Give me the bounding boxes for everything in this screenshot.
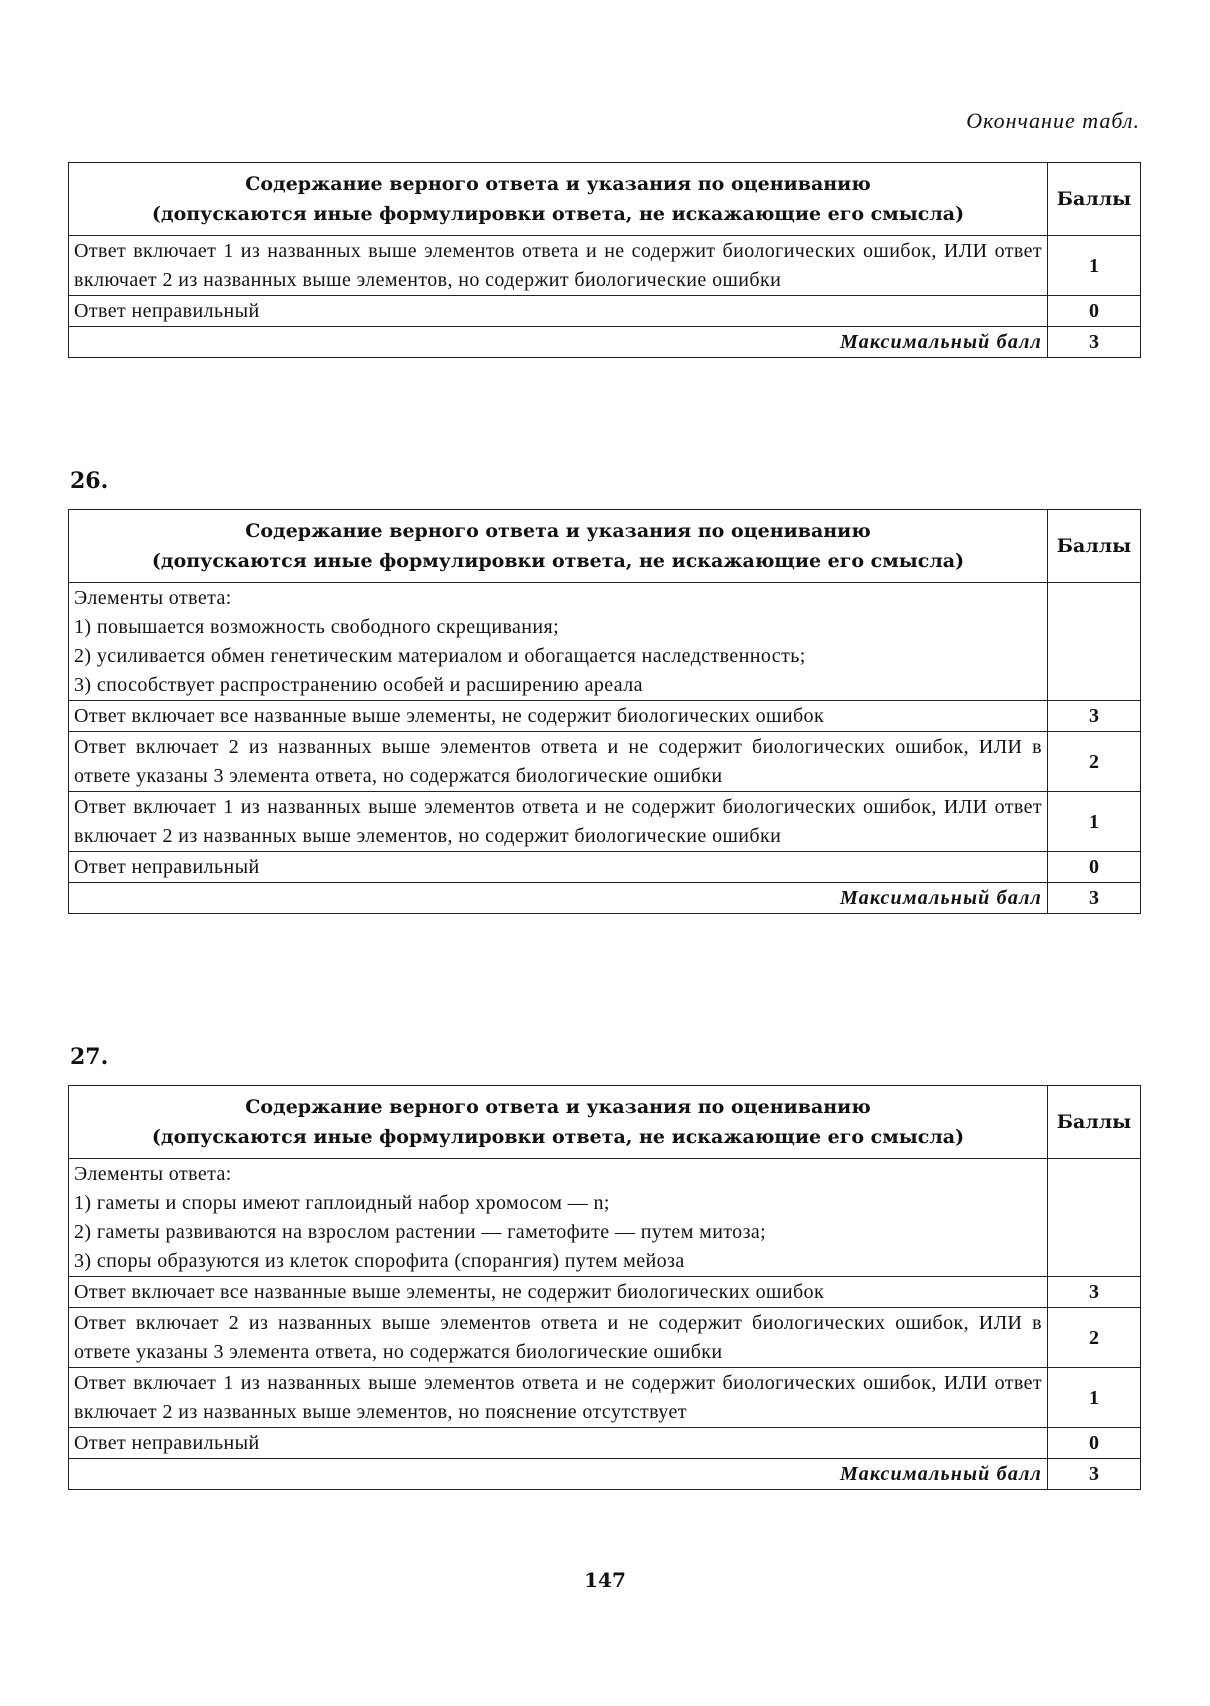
elements-title: Элементы ответа: [74, 1163, 232, 1185]
answer-elements [69, 1159, 1048, 1277]
criterion-points: 1 [1048, 236, 1141, 296]
points-header: Баллы [1048, 1086, 1141, 1159]
criterion-text: Ответ включает 1 из названных выше элементов ответа и не содержит биологических ошибок, ИЛИ ответ включает 2 из названных выше элементов, но пояснение отсутствует [69, 1368, 1048, 1428]
content-header: Содержание верного ответа и указания по оцениванию (допускаются иные формулировки ответа, не искажающие его смысла) [69, 510, 1048, 583]
criterion-text: Ответ включает 1 из названных выше элементов ответа и не содержит биологических ошибок, ИЛИ ответ включает 2 из названных выше элементов, но содержит биологические ошибки [69, 792, 1048, 852]
criterion-text: Ответ включает все названные выше элементы, не содержит биологических ошибок [69, 1277, 1048, 1308]
table-row [69, 792, 1141, 852]
max-score-row [69, 327, 1141, 358]
table-row [69, 1277, 1141, 1308]
criterion-points: 0 [1048, 852, 1141, 883]
table-row [69, 732, 1141, 792]
content-header: Содержание верного ответа и указания по оцениванию (допускаются иные формулировки ответа, не искажающие его смысла) [69, 1086, 1048, 1159]
max-score-value: 3 [1048, 1459, 1141, 1490]
criterion-points: 1 [1048, 792, 1141, 852]
max-score-row [69, 1459, 1141, 1490]
answer-elements-row [69, 1159, 1141, 1277]
max-score-value: 3 [1048, 327, 1141, 358]
answer-elements-row [69, 583, 1141, 701]
criterion-points: 3 [1048, 1277, 1141, 1308]
table-row [69, 701, 1141, 732]
table-row [69, 1428, 1141, 1459]
criterion-text: Ответ включает 2 из названных выше элементов ответа и не содержит биологических ошибок, ИЛИ в ответе указаны 3 элемента ответа, но содержатся биологические ошибки [69, 1308, 1048, 1368]
answer-element: 3) способствует распространению особей и расширению ареала [74, 674, 643, 696]
empty-points-cell [1048, 583, 1141, 701]
score-table-26 [68, 509, 1141, 914]
score-table-27 [68, 1085, 1141, 1490]
criterion-points: 2 [1048, 732, 1141, 792]
answer-element: 2) усиливается обмен генетическим материалом и обогащается наследственность; [74, 645, 806, 667]
table-row [69, 852, 1141, 883]
criterion-points: 0 [1048, 296, 1141, 327]
answer-element: 2) гаметы развиваются на взрослом растении — гаметофите — путем митоза; [74, 1221, 767, 1243]
table-row [69, 236, 1141, 296]
max-score-label: Максимальный балл [69, 1459, 1048, 1490]
continuation-label: Окончание табл. [966, 108, 1140, 133]
answer-element: 1) повышается возможность свободного скрещивания; [74, 616, 560, 638]
points-header: Баллы [1048, 163, 1141, 236]
table-header-row [69, 163, 1141, 236]
table-row [69, 1368, 1141, 1428]
question-number-26: 26. [70, 468, 109, 494]
criterion-text: Ответ включает 1 из названных выше элементов ответа и не содержит биологических ошибок, ИЛИ ответ включает 2 из названных выше элементов, но содержит биологические ошибки [69, 236, 1048, 296]
answer-elements [69, 583, 1048, 701]
criterion-points: 0 [1048, 1428, 1141, 1459]
criterion-text: Ответ включает все названные выше элементы, не содержит биологических ошибок [69, 701, 1048, 732]
table-header-row [69, 1086, 1141, 1159]
score-table-25-end [68, 162, 1141, 358]
criterion-text: Ответ неправильный [69, 296, 1048, 327]
max-score-label: Максимальный балл [69, 327, 1048, 358]
points-header: Баллы [1048, 510, 1141, 583]
question-number-27: 27. [70, 1044, 109, 1070]
table-row [69, 1308, 1141, 1368]
table-header-row [69, 510, 1141, 583]
criterion-text: Ответ включает 2 из названных выше элементов ответа и не содержит биологических ошибок, ИЛИ в ответе указаны 3 элемента ответа, но содержатся биологические ошибки [69, 732, 1048, 792]
criterion-points: 1 [1048, 1368, 1141, 1428]
criterion-points: 3 [1048, 701, 1141, 732]
max-score-label: Максимальный балл [69, 883, 1048, 914]
criterion-text: Ответ неправильный [69, 1428, 1048, 1459]
answer-element: 1) гаметы и споры имеют гаплоидный набор хромосом — n; [74, 1192, 610, 1214]
empty-points-cell [1048, 1159, 1141, 1277]
answer-element: 3) споры образуются из клеток спорофита (спорангия) путем мейоза [74, 1250, 685, 1272]
max-score-row [69, 883, 1141, 914]
max-score-value: 3 [1048, 883, 1141, 914]
criterion-text: Ответ неправильный [69, 852, 1048, 883]
table-row [69, 296, 1141, 327]
elements-title: Элементы ответа: [74, 587, 232, 609]
criterion-points: 2 [1048, 1308, 1141, 1368]
content-header: Содержание верного ответа и указания по оцениванию (допускаются иные формулировки ответа, не искажающие его смысла) [69, 163, 1048, 236]
page-number: 147 [584, 1568, 626, 1592]
